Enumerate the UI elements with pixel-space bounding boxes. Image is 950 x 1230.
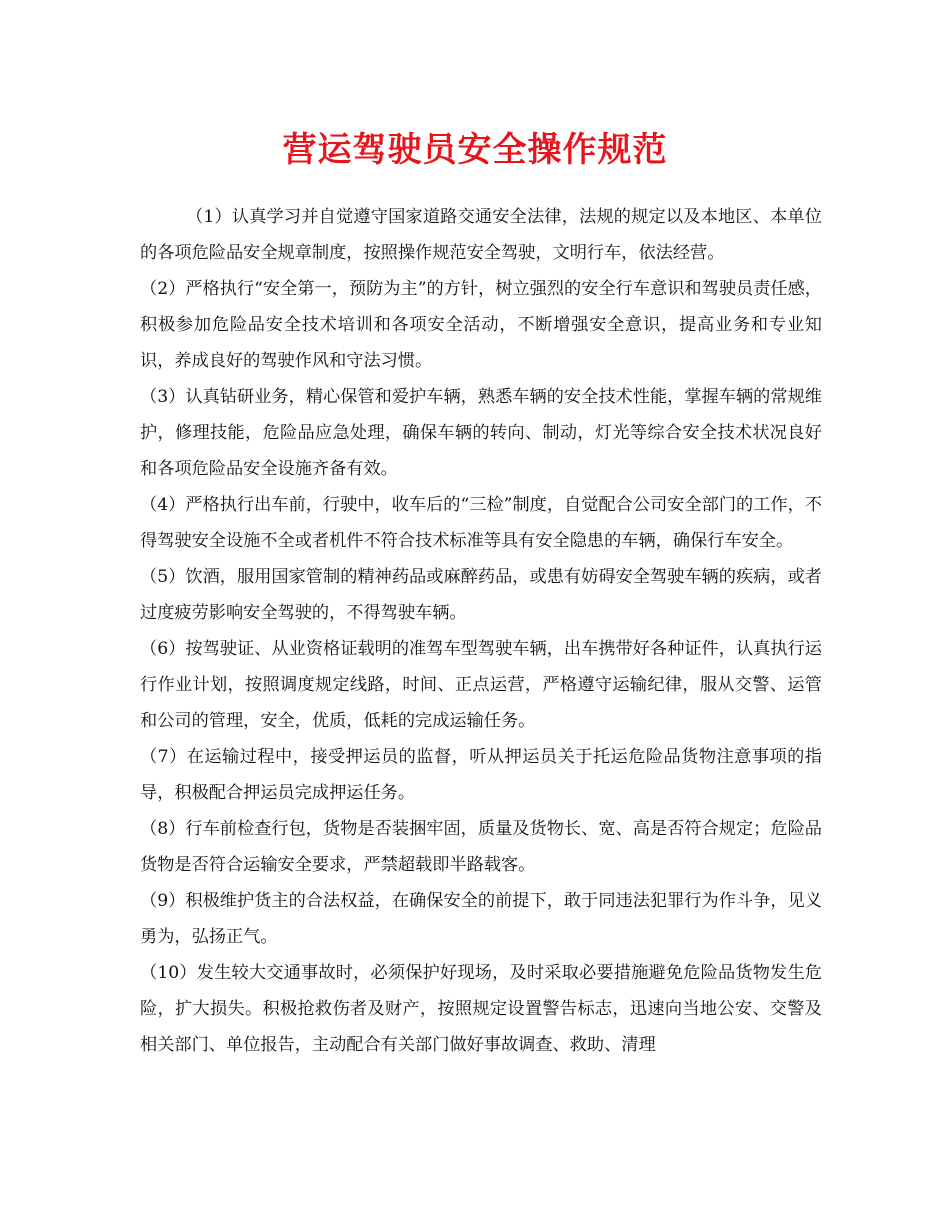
paragraph-item-6: （6）按驾驶证、从业资格证载明的准驾车型驾驶车辆，出车携带好各种证件，认真执行运行作业计划，按照调度规定线路，时间、正点运营，严格遵守运输纪律，服从交警、运管和公司的管理，安全，优质，低耗的完成运输任务。 [140,639,822,731]
paragraph-item-1: （1）认真学习并自觉遵守国家道路交通安全法律，法规的规定以及本地区、本单位的各项危险品安全规章制度，按照操作规范安全驾驶，文明行车，依法经营。 [140,207,822,263]
paragraph-item-9: （9）积极维护货主的合法权益，在确保安全的前提下，敢于同违法犯罪行为作斗争，见义勇为，弘扬正气。 [140,891,822,947]
document-body [140,199,822,1063]
paragraph-item-2: （2）严格执行“安全第一，预防为主”的方针，树立强烈的安全行车意识和驾驶员责任感，积极参加危险品安全技术培训和各项安全活动，不断增强安全意识，提高业务和专业知识，养成良好的驾驶作风和守法习惯。 [140,279,822,371]
paragraph-item-3: （3）认真钻研业务，精心保管和爱护车辆，熟悉车辆的安全技术性能，掌握车辆的常规维护，修理技能，危险品应急处理，确保车辆的转向、制动，灯光等综合安全技术状况良好和各项危险品安全设施齐备有效。 [140,387,822,479]
paragraph-item-7: （7）在运输过程中，接受押运员的监督，听从押运员关于托运危险品货物注意事项的指导，积极配合押运员完成押运任务。 [140,747,822,803]
paragraph-item-4: （4）严格执行出车前，行驶中，收车后的“三检”制度，自觉配合公司安全部门的工作，不得驾驶安全设施不全或者机件不符合技术标准等具有安全隐患的车辆，确保行车安全。 [140,495,822,551]
paragraph-item-5: （5）饮酒，服用国家管制的精神药品或麻醉药品，或患有妨碍安全驾驶车辆的疾病，或者过度疲劳影响安全驾驶的，不得驾驶车辆。 [140,567,822,623]
paragraph-item-10: （10）发生较大交通事故时，必须保护好现场，及时采取必要措施避免危险品货物发生危险，扩大损失。积极抢救伤者及财产，按照规定设置警告标志，迅速向当地公安、交警及相关部门、单位报告，主动配合有关部门做好事故调查、救助、清理 [140,963,822,1055]
paragraph-item-8: （8）行车前检查行包，货物是否装捆牢固，质量及货物长、宽、高是否符合规定；危险品货物是否符合运输安全要求，严禁超载即半路载客。 [140,819,822,875]
document-title: 营运驾驶员安全操作规范 [282,130,668,170]
